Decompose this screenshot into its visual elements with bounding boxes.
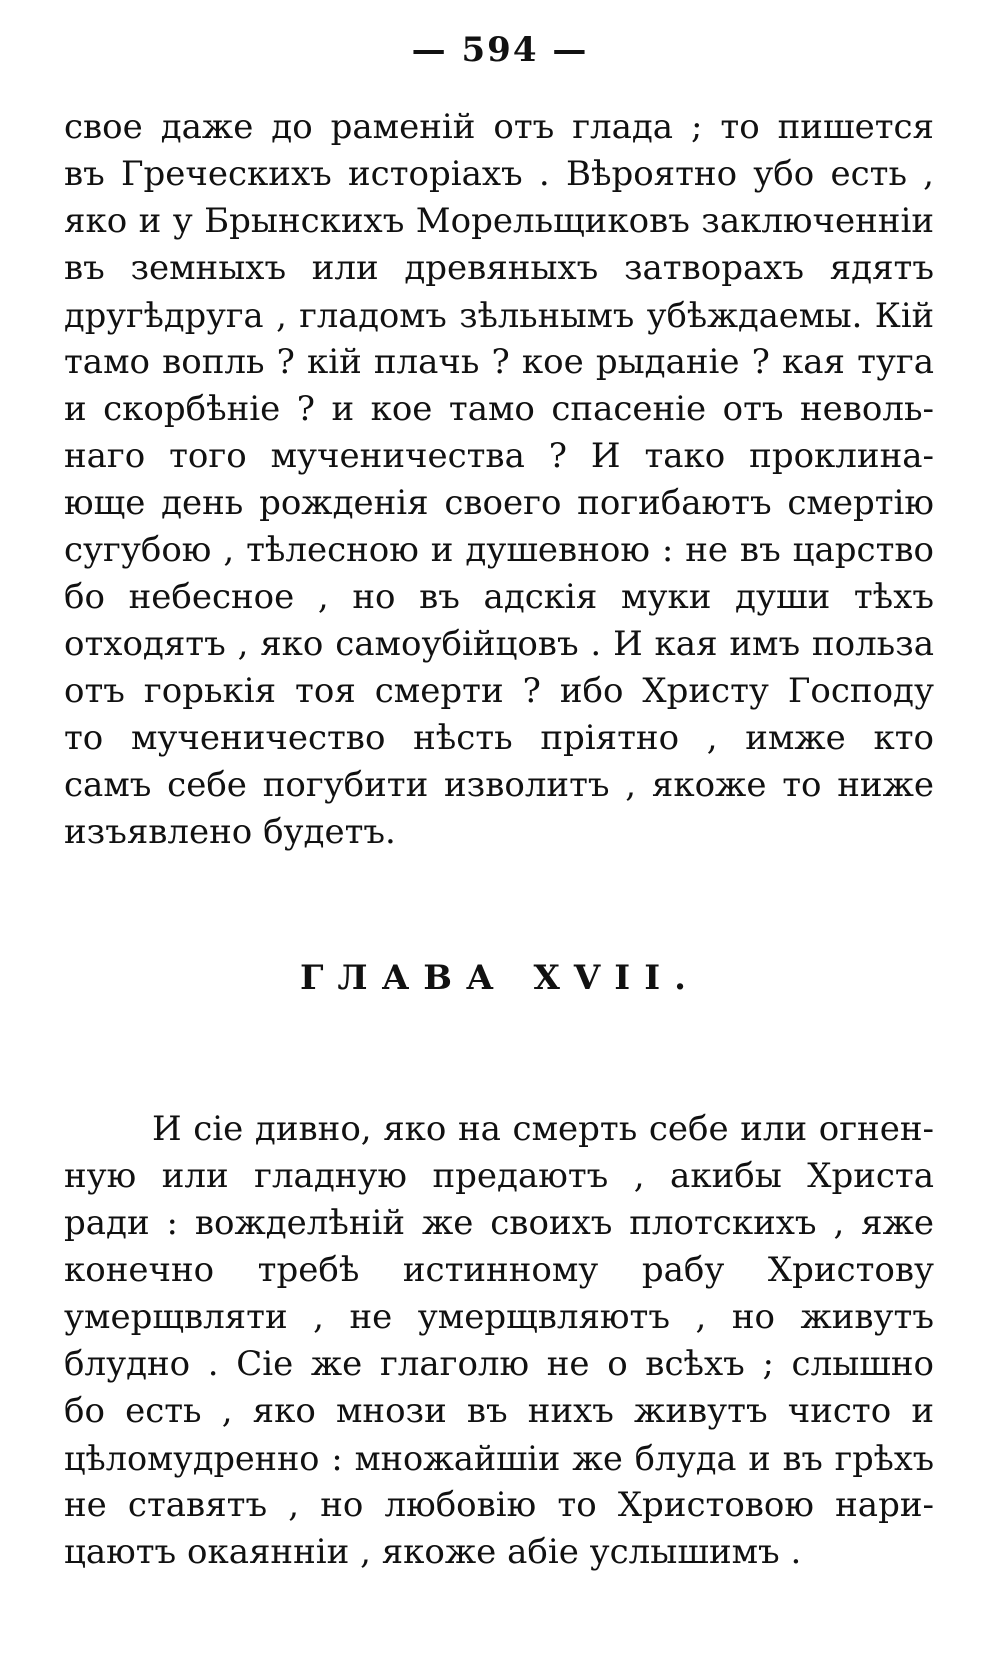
text-line: ради : вожделѣній же своихъ плотскихъ , яже bbox=[64, 1203, 934, 1243]
text-line: въ Греческихъ исторіахъ . Вѣроятно убо есть , bbox=[64, 154, 934, 194]
text-line: цаютъ окаянніи , якоже абіе услышимъ . bbox=[64, 1532, 802, 1572]
text-line: яко и у Брынскихъ Морельщиковъ заключенніи bbox=[64, 201, 934, 241]
chapter-heading: ГЛАВА XVII. bbox=[300, 958, 700, 998]
text-line: отъ горькія тоя смерти ? ибо Христу Господу bbox=[64, 671, 934, 711]
text-line: отходятъ , яко самоубійцовъ . И кая имъ польза bbox=[64, 624, 934, 664]
text-line: и скорбѣніе ? и кое тамо спасеніе отъ неволь- bbox=[64, 389, 934, 429]
page-number: — 594 — bbox=[411, 30, 589, 70]
text-line: тамо вопль ? кій плачь ? кое рыданіе ? кая туга bbox=[64, 342, 934, 382]
text-line: бо небесное , но въ адскія муки души тѣхъ bbox=[64, 577, 934, 617]
text-line: бо есть , яко мнози въ нихъ живутъ чисто и bbox=[64, 1391, 934, 1431]
text-line: въ земныхъ или древяныхъ затворахъ ядятъ bbox=[64, 248, 934, 288]
text-line: юще день рожденія своего погибаютъ смертію bbox=[64, 483, 934, 523]
text-line: цѣломудренно : множайшіи же блуда и въ грѣхъ bbox=[64, 1439, 934, 1478]
text-line: конечно требѣ истинному рабу Христову bbox=[64, 1250, 934, 1290]
paragraph-1 bbox=[64, 104, 934, 856]
text-line: умерщвляти , не умерщвляютъ , но живутъ bbox=[64, 1297, 934, 1337]
paragraph-2 bbox=[64, 1106, 934, 1576]
text-line: блудно . Сіе же глаголю не о всѣхъ ; слышно bbox=[64, 1344, 934, 1384]
text-line: то мученичество нѣсть пріятно , имже кто bbox=[64, 718, 934, 758]
text-line: И сіе дивно, яко на смерть себе или огнен- bbox=[152, 1109, 934, 1149]
text-line: сугубою , тѣлесною и душевною : не въ царство bbox=[64, 530, 934, 570]
text-line: ную или гладную предаютъ , акибы Христа bbox=[64, 1156, 934, 1196]
text-line: изъявлено будетъ. bbox=[64, 812, 396, 852]
text-line: самъ себе погубити изволитъ , якоже то ниже bbox=[64, 765, 934, 805]
text-line: не ставятъ , но любовію то Христовою нари- bbox=[64, 1485, 934, 1525]
text-line: свое даже до раменій отъ глада ; то пишется bbox=[64, 107, 934, 147]
text-line: наго того мученичества ? И тако проклина- bbox=[64, 436, 934, 476]
text-line: другѣдруга , гладомъ зѣльнымъ убѣждаемы. Кій bbox=[64, 296, 934, 335]
